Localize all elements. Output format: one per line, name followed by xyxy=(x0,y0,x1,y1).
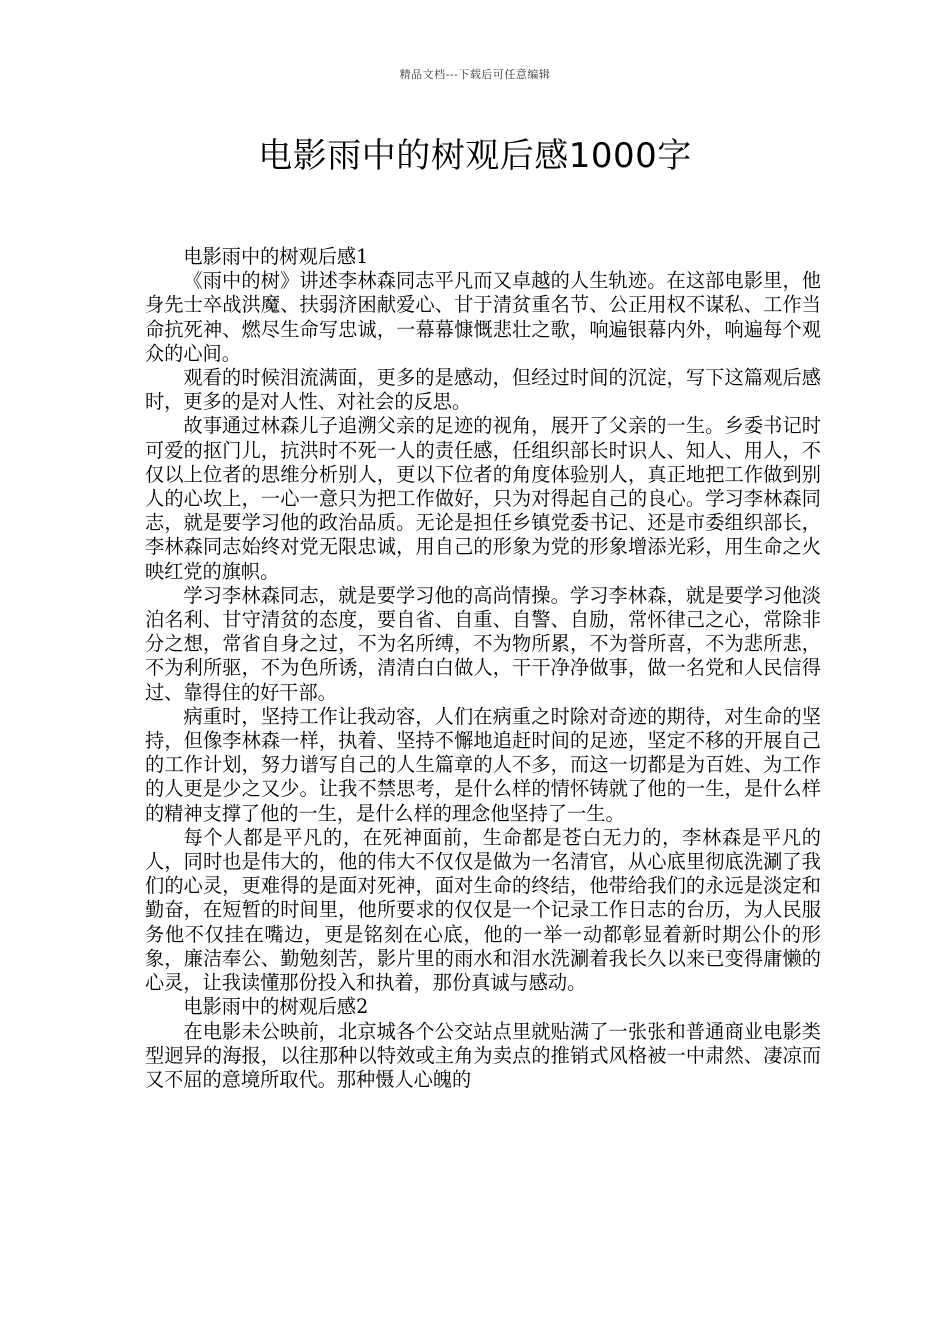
section-heading-2: 电影雨中的树观后感2 xyxy=(183,995,369,1019)
header-note: 精品文档---下载后可任意编辑 xyxy=(399,68,551,81)
paragraph: 在电影未公映前，北京城各个公交站点里就贴满了一张张和普通商业电影类型迥异的海报，以往那种以特效或主角为卖点的推销式风格被一中肃然、凄凉而又不屈的意境所取代。那种慑人心魄的 xyxy=(145,1019,821,1091)
paragraph: 学习李林森同志，就是要学习他的高尚情操。学习李林森，就是要学习他淡泊名利、甘守清贫的态度，要自省、自重、自警、自励，常怀律己之心，常除非分之想，常省自身之过，不为名所缚，不为物所累，不为誉所喜，不为悲所悲，不为利所驱，不为色所诱，清清白白做人，干干净净做事，做一名党和人民信得过、靠得住的好干部。 xyxy=(145,583,821,704)
paragraph: 故事通过林森儿子追溯父亲的足迹的视角，展开了父亲的一生。乡委书记时可爱的抠门儿，抗洪时不死一人的责任感，任组织部长时识人、知人、用人，不仅以上位者的思维分析别人，更以下位者的角度体验别人，真正地把工作做到别人的心坎上，一心一意只为把工作做好，只为对得起自己的良心。学习李林森同志，就是要学习他的政治品质。无论是担任乡镇党委书记、还是市委组织部长，李林森同志始终对党无限忠诚，用自己的形象为党的形象增添光彩，用生命之火映红党的旗帜。 xyxy=(145,414,821,583)
paragraph: 每个人都是平凡的，在死神面前，生命都是苍白无力的，李林森是平凡的人，同时也是伟大的，他的伟大不仅仅是做为一名清官，从心底里彻底洗涮了我们的心灵，更难得的是面对死神，面对生命的终结，他带给我们的永远是淡定和勤奋，在短暂的时间里，他所要求的仅仅是一个记录工作日志的台历，为人民服务他不仅挂在嘴边，更是铭刻在心底，他的一举一动都彰显着新时期公仆的形象，廉洁奉公、勤勉刻苦，影片里的雨水和泪水洗涮着我长久以来已变得庸懒的心灵，让我读懂那份投入和执着，那份真诚与感动。 xyxy=(145,825,821,995)
paragraph: 观看的时候泪流满面，更多的是感动，但经过时间的沉淀，写下这篇观后感时，更多的是对人性、对社会的反思。 xyxy=(145,366,821,414)
document-body xyxy=(145,245,821,1092)
document-title: 电影雨中的树观后感1000字 xyxy=(258,136,692,176)
paragraph: 《雨中的树》讲述李林森同志平凡而又卓越的人生轨迹。在这部电影里，他身先士卒战洪魔、扶弱济困献爱心、甘于清贫重名节、公正用权不谋私、工作当命抗死神、燃尽生命写忠诚，一幕幕慷慨悲壮之歌，响遍银幕内外，响遍每个观众的心间。 xyxy=(145,269,821,365)
paragraph: 病重时，坚持工作让我动容，人们在病重之时除对奇迹的期待，对生命的坚持，但像李林森一样，执着、坚持不懈地追赶时间的足迹，坚定不移的开展自己的工作计划，努力谱写自己的人生篇章的人不多，而这一切都是为百姓、为工作的人更是少之又少。让我不禁思考，是什么样的情怀铸就了他的一生，是什么样的精神支撑了他的一生，是什么样的理念他坚持了一生。 xyxy=(145,704,821,825)
section-heading-1: 电影雨中的树观后感1 xyxy=(183,245,369,268)
